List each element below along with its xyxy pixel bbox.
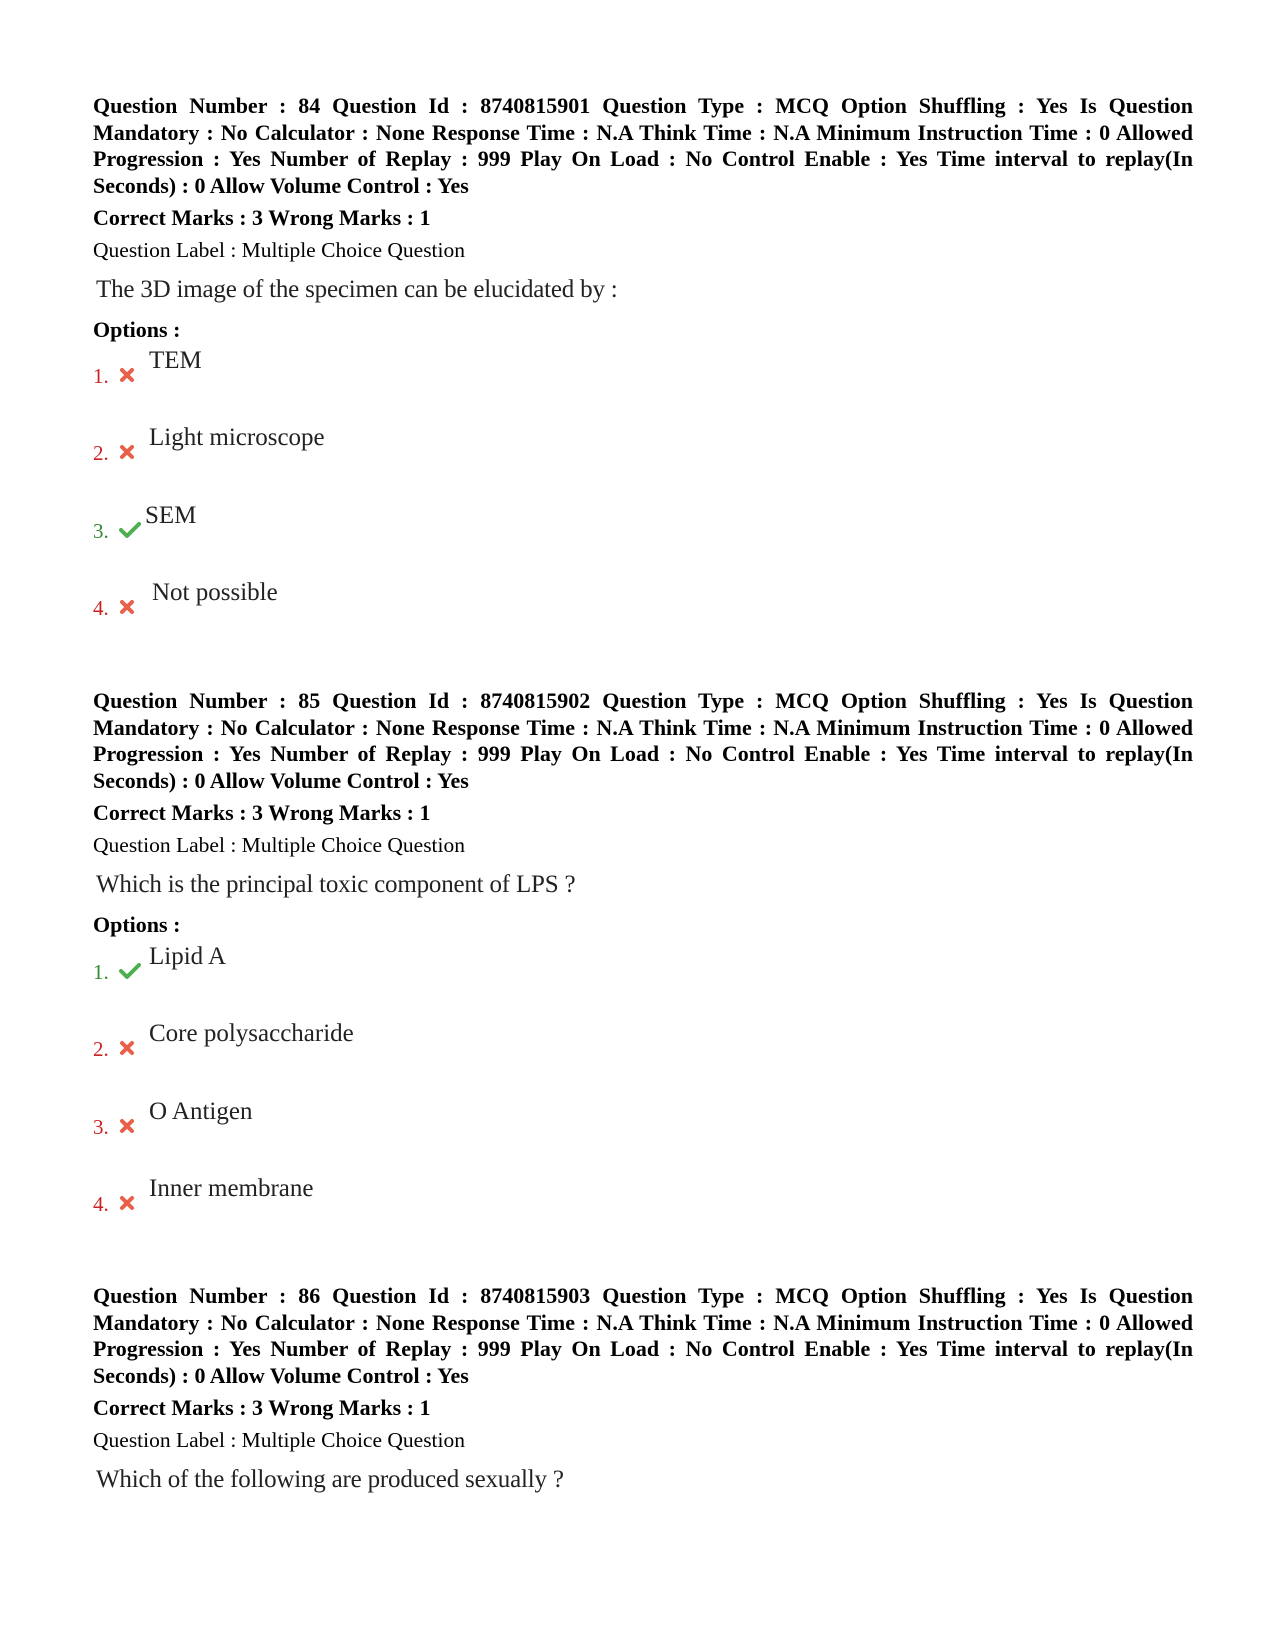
question-meta: Question Number : 85 Question Id : 8740815902 Question Type : MCQ Option Shuffling : Yes Is Question Mandatory : No Calculator : None Response Time : N.A Think Time : N.A Minimum Instruction Time : 0 Allowed Progression : Yes Number of Replay : 999 Play On Load : No Control Enable : Yes Time interval to replay(In Seconds) : 0 Allow Volume Control : Yes <box>93 688 1193 793</box>
option-text: Not possible <box>152 579 278 606</box>
option-item <box>93 1098 793 1141</box>
option-number: 1. <box>93 364 109 388</box>
option-number: 2. <box>93 1037 109 1061</box>
option-text: Inner membrane <box>149 1175 314 1202</box>
question-block-84 <box>93 93 1193 343</box>
option-number: 4. <box>93 1192 109 1216</box>
option-item <box>93 424 793 467</box>
option-text: TEM <box>149 347 202 374</box>
question-label: Question Label : Multiple Choice Question <box>93 238 466 262</box>
option-number: 3. <box>93 519 109 543</box>
option-item <box>93 502 793 545</box>
question-label: Question Label : Multiple Choice Question <box>93 833 466 857</box>
options-heading: Options : <box>93 317 181 342</box>
option-item <box>93 579 793 622</box>
option-text: Light microscope <box>149 424 325 451</box>
cross-icon <box>119 1040 135 1056</box>
option-item <box>93 1175 793 1218</box>
question-marks: Correct Marks : 3 Wrong Marks : 1 <box>93 1395 431 1420</box>
question-marks: Correct Marks : 3 Wrong Marks : 1 <box>93 205 431 230</box>
question-text: Which of the following are produced sexually ? <box>96 1466 564 1493</box>
option-text: SEM <box>145 502 197 529</box>
option-number: 4. <box>93 596 109 620</box>
question-block-86 <box>93 1283 1193 1495</box>
check-icon <box>119 521 141 539</box>
options-heading: Options : <box>93 912 181 937</box>
option-number: 3. <box>93 1115 109 1139</box>
question-text: The 3D image of the specimen can be elucidated by : <box>96 276 618 303</box>
option-text: O Antigen <box>149 1098 253 1125</box>
cross-icon <box>119 1195 135 1211</box>
cross-icon <box>119 444 135 460</box>
question-block-85 <box>93 688 1193 938</box>
option-item <box>93 347 793 390</box>
option-text: Lipid A <box>149 943 227 970</box>
cross-icon <box>119 1118 135 1134</box>
option-text: Core polysaccharide <box>149 1020 354 1047</box>
question-meta: Question Number : 86 Question Id : 8740815903 Question Type : MCQ Option Shuffling : Yes Is Question Mandatory : No Calculator : None Response Time : N.A Think Time : N.A Minimum Instruction Time : 0 Allowed Progression : Yes Number of Replay : 999 Play On Load : No Control Enable : Yes Time interval to replay(In Seconds) : 0 Allow Volume Control : Yes <box>93 1283 1193 1388</box>
question-label: Question Label : Multiple Choice Question <box>93 1428 466 1452</box>
option-number: 1. <box>93 960 109 984</box>
question-marks: Correct Marks : 3 Wrong Marks : 1 <box>93 800 431 825</box>
cross-icon <box>119 599 135 615</box>
check-icon <box>119 962 141 980</box>
question-text: Which is the principal toxic component of LPS ? <box>96 871 576 898</box>
option-number: 2. <box>93 441 109 465</box>
cross-icon <box>119 367 135 383</box>
option-item <box>93 1020 793 1063</box>
option-item <box>93 943 793 986</box>
question-meta: Question Number : 84 Question Id : 8740815901 Question Type : MCQ Option Shuffling : Yes Is Question Mandatory : No Calculator : None Response Time : N.A Think Time : N.A Minimum Instruction Time : 0 Allowed Progression : Yes Number of Replay : 999 Play On Load : No Control Enable : Yes Time interval to replay(In Seconds) : 0 Allow Volume Control : Yes <box>93 93 1193 198</box>
